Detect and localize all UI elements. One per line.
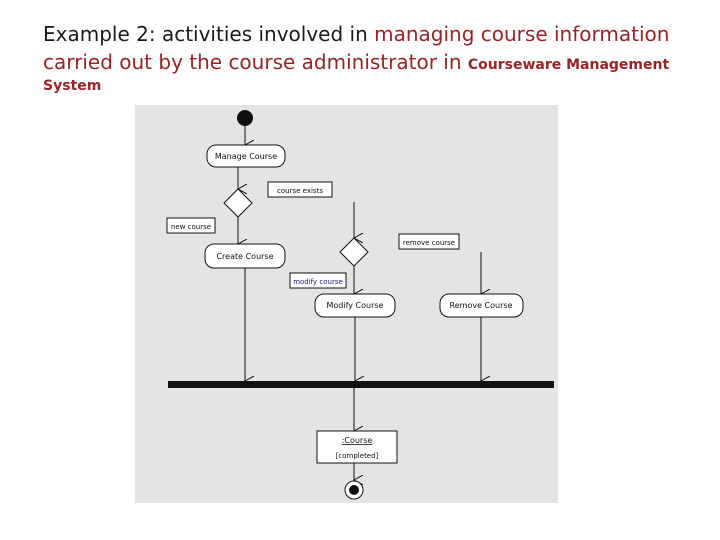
object-remove-course-label: remove course [402,239,456,247]
title-system-name: Courseware Management [467,57,670,73]
object-course-state: [completed] [335,452,379,460]
object-course-exists-label: course exists [277,187,323,195]
decision-node-2 [340,238,368,266]
title-prefix: Example 2: activities involved in [43,22,375,46]
title-line3: System [43,78,102,94]
object-course-name: :Course [341,436,373,445]
title-accent: managing course information [374,22,670,46]
activity-modify-label: Modify Course [326,301,384,310]
join-bar [168,381,554,388]
activity-remove-label: Remove Course [449,301,513,310]
decision-node-1 [224,189,252,217]
activity-diagram [135,105,558,503]
object-modify-course-label: modify course [293,278,343,286]
initial-node [237,110,253,126]
slide-title [43,20,703,79]
title-line2: carried out by the course administrator in [43,50,468,74]
object-new-course-label: new course [170,223,212,231]
activity-manage-label: Manage Course [214,152,278,161]
activity-diagram-svg [135,105,558,503]
activity-create-label: Create Course [216,252,274,261]
final-node-inner [349,485,359,495]
